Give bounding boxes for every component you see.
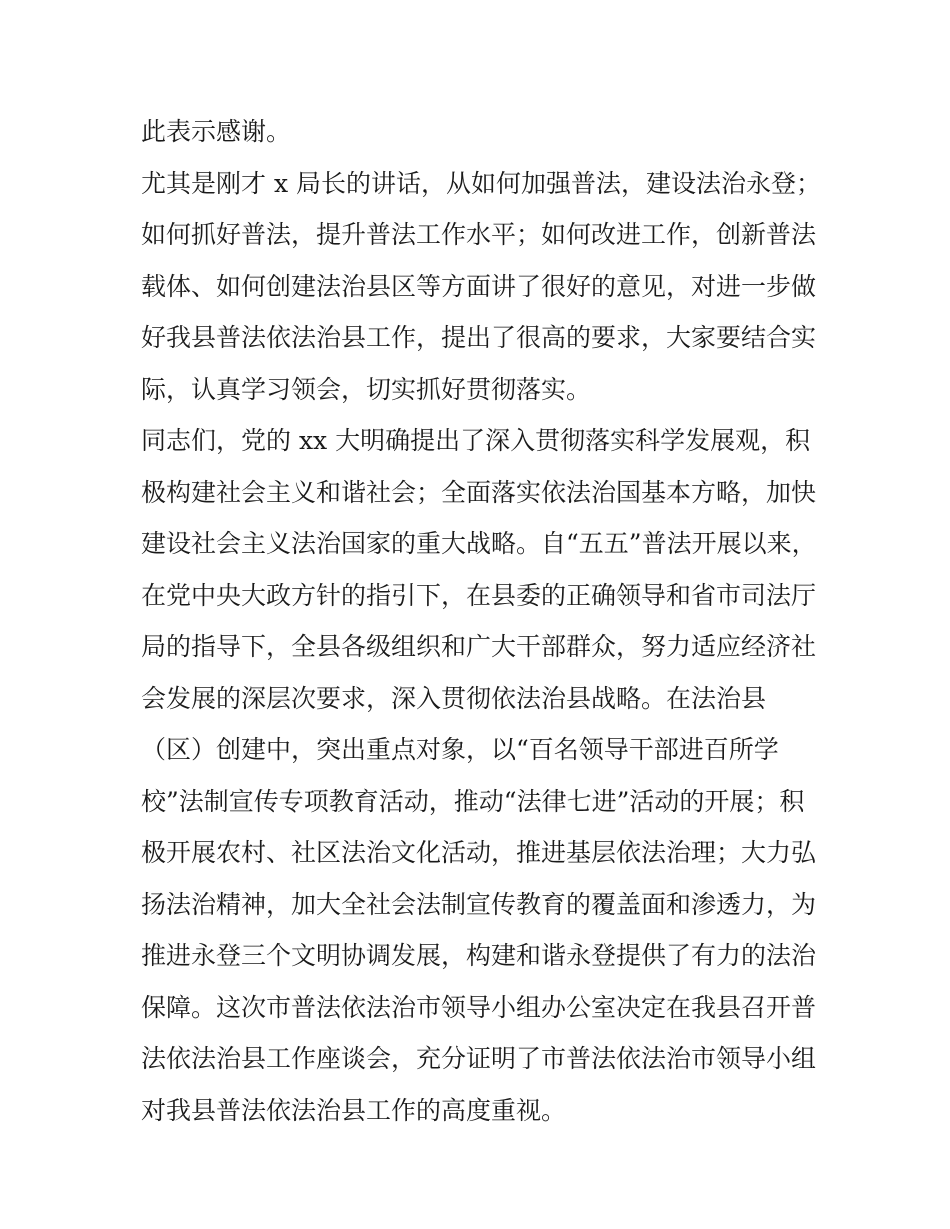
text-line: 推进永登三个文明协调发展，构建和谐永登提供了有力的法治 xyxy=(141,941,817,970)
text-line: 如何抓好普法，提升普法工作水平；如何改进工作，创新普法 xyxy=(141,220,817,249)
text-line: 局的指导下，全县各级组织和广大干部群众，努力适应经济社 xyxy=(141,632,817,661)
text-line: 保障。这次市普法依法治市领导小组办公室决定在我县召开普 xyxy=(141,992,817,1022)
text-line: 极开展农村、社区法治文化活动，推进基层依法治理；大力弘 xyxy=(141,838,817,867)
text-line: 尤其是刚才 x 局长的讲话，从如何加强普法，建设法治永登； xyxy=(141,168,821,198)
text-line: 际，认真学习领会，切实抓好贯彻落实。 xyxy=(141,374,592,404)
text-line: 建设社会主义法治国家的重大战略。自“五五”普法开展以来， xyxy=(141,529,817,558)
text-line: 校”法制宣传专项教育活动，推动“法律七进”活动的开展；积 xyxy=(141,786,805,816)
body-text xyxy=(141,106,821,1136)
text-line: 法依法治县工作座谈会，充分证明了市普法依法治市领导小组 xyxy=(141,1044,817,1073)
text-line: 扬法治精神，加大全社会法制宣传教育的覆盖面和渗透力，为 xyxy=(141,889,817,919)
text-line: 极构建社会主义和谐社会；全面落实依法治国基本方略，加快 xyxy=(141,477,817,507)
text-line: （区）创建中，突出重点对象，以“百名领导干部进百所学 xyxy=(141,735,779,764)
text-line: 此表示感谢。 xyxy=(141,117,292,146)
text-line: 好我县普法依法治县工作，提出了很高的要求，大家要结合实 xyxy=(141,323,817,352)
text-line: 同志们，党的 xx 大明确提出了深入贯彻落实科学发展观，积 xyxy=(141,426,811,455)
text-line: 会发展的深层次要求，深入贯彻依法治县战略。在法治县 xyxy=(141,683,767,713)
text-line: 在党中央大政方针的指引下，在县委的正确领导和省市司法厅 xyxy=(141,580,817,610)
text-line: 载体、如何创建法治县区等方面讲了很好的意见，对进一步做 xyxy=(141,271,817,301)
text-line: 对我县普法依法治县工作的高度重视。 xyxy=(141,1095,567,1125)
